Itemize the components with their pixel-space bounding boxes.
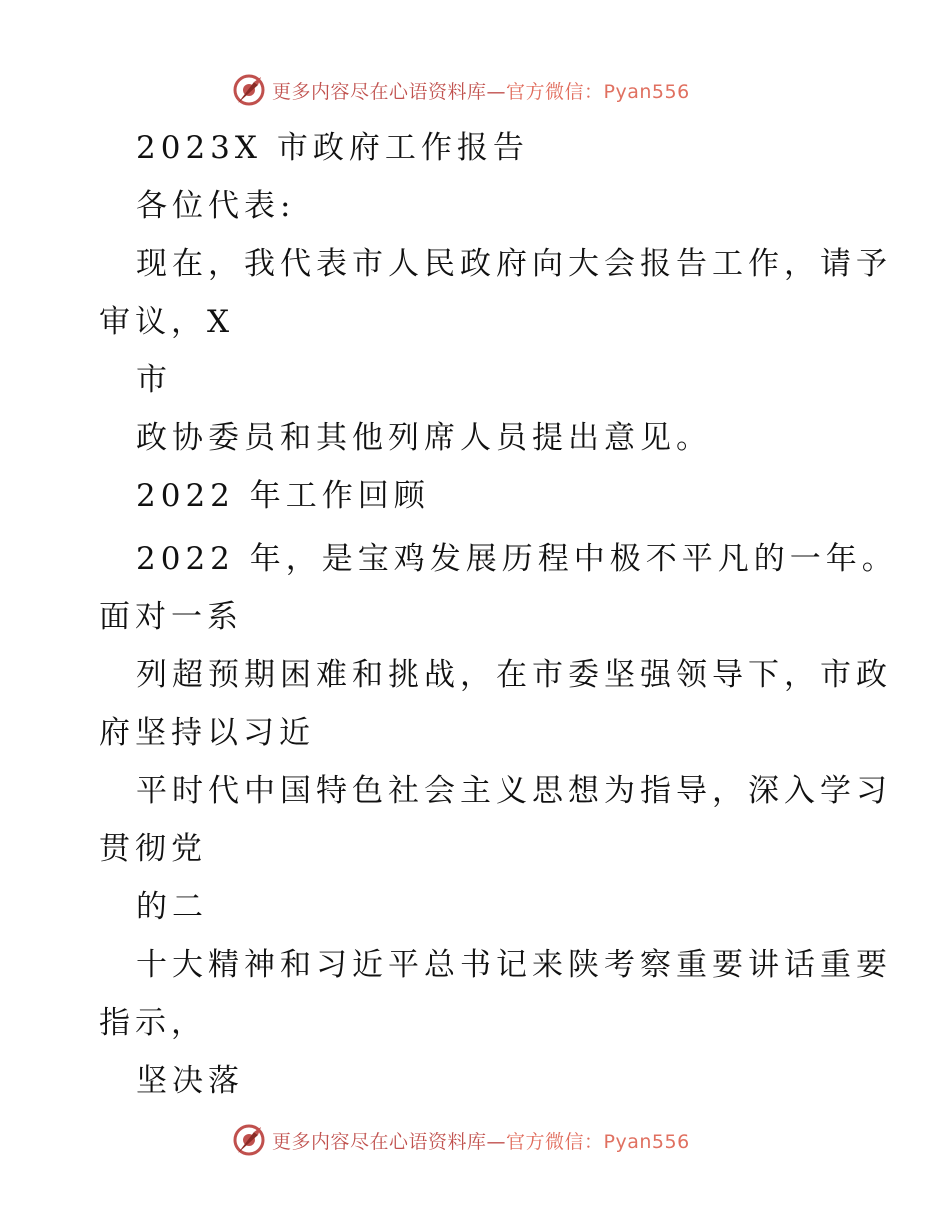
section-heading: 2022 年工作回顾 [136, 478, 430, 514]
paragraph-line: 政协委员和其他列席人员提出意见。 [136, 420, 712, 456]
watermark-header [232, 72, 690, 108]
paragraph-line: 市 [136, 362, 172, 398]
salutation: 各位代表: [136, 188, 296, 224]
paragraph-line: 指示， [99, 1005, 207, 1041]
paragraph-line: 的二 [136, 889, 208, 925]
document-title: 2023X 市政府工作报告 [136, 130, 529, 166]
paragraph-line: 坚决落 [136, 1063, 244, 1099]
paragraph-line: 府坚持以习近 [99, 715, 315, 751]
paragraph-line: 面对一系 [99, 599, 243, 635]
watermark-separator: — [486, 1130, 507, 1153]
quill-logo-icon [232, 1123, 266, 1157]
paragraph-line: 十大精神和习近平总书记来陕考察重要讲话重要 [136, 947, 892, 983]
paragraph-line: 现在，我代表市人民政府向大会报告工作，请予 [136, 246, 892, 282]
watermark-separator: — [486, 80, 507, 103]
watermark-wechat-id: Pyan556 [603, 80, 690, 103]
watermark-footer [232, 1122, 690, 1158]
paragraph-line: 审议，X [99, 304, 235, 340]
watermark-brand: 更多内容尽在心语资料库 [272, 80, 487, 103]
paragraph-line: 2022 年，是宝鸡发展历程中极不平凡的一年。 [136, 541, 898, 577]
watermark-text [272, 77, 690, 104]
watermark-text [272, 1127, 690, 1154]
watermark-official-label: 官方微信： [506, 80, 604, 103]
paragraph-line: 平时代中国特色社会主义思想为指导，深入学习 [136, 773, 892, 809]
watermark-brand: 更多内容尽在心语资料库 [272, 1130, 487, 1153]
quill-logo-icon [232, 73, 266, 107]
paragraph-line: 列超预期困难和挑战，在市委坚强领导下，市政 [136, 657, 892, 693]
watermark-wechat-id: Pyan556 [603, 1130, 690, 1153]
watermark-official-label: 官方微信： [506, 1130, 604, 1153]
paragraph-line: 贯彻党 [99, 831, 207, 867]
